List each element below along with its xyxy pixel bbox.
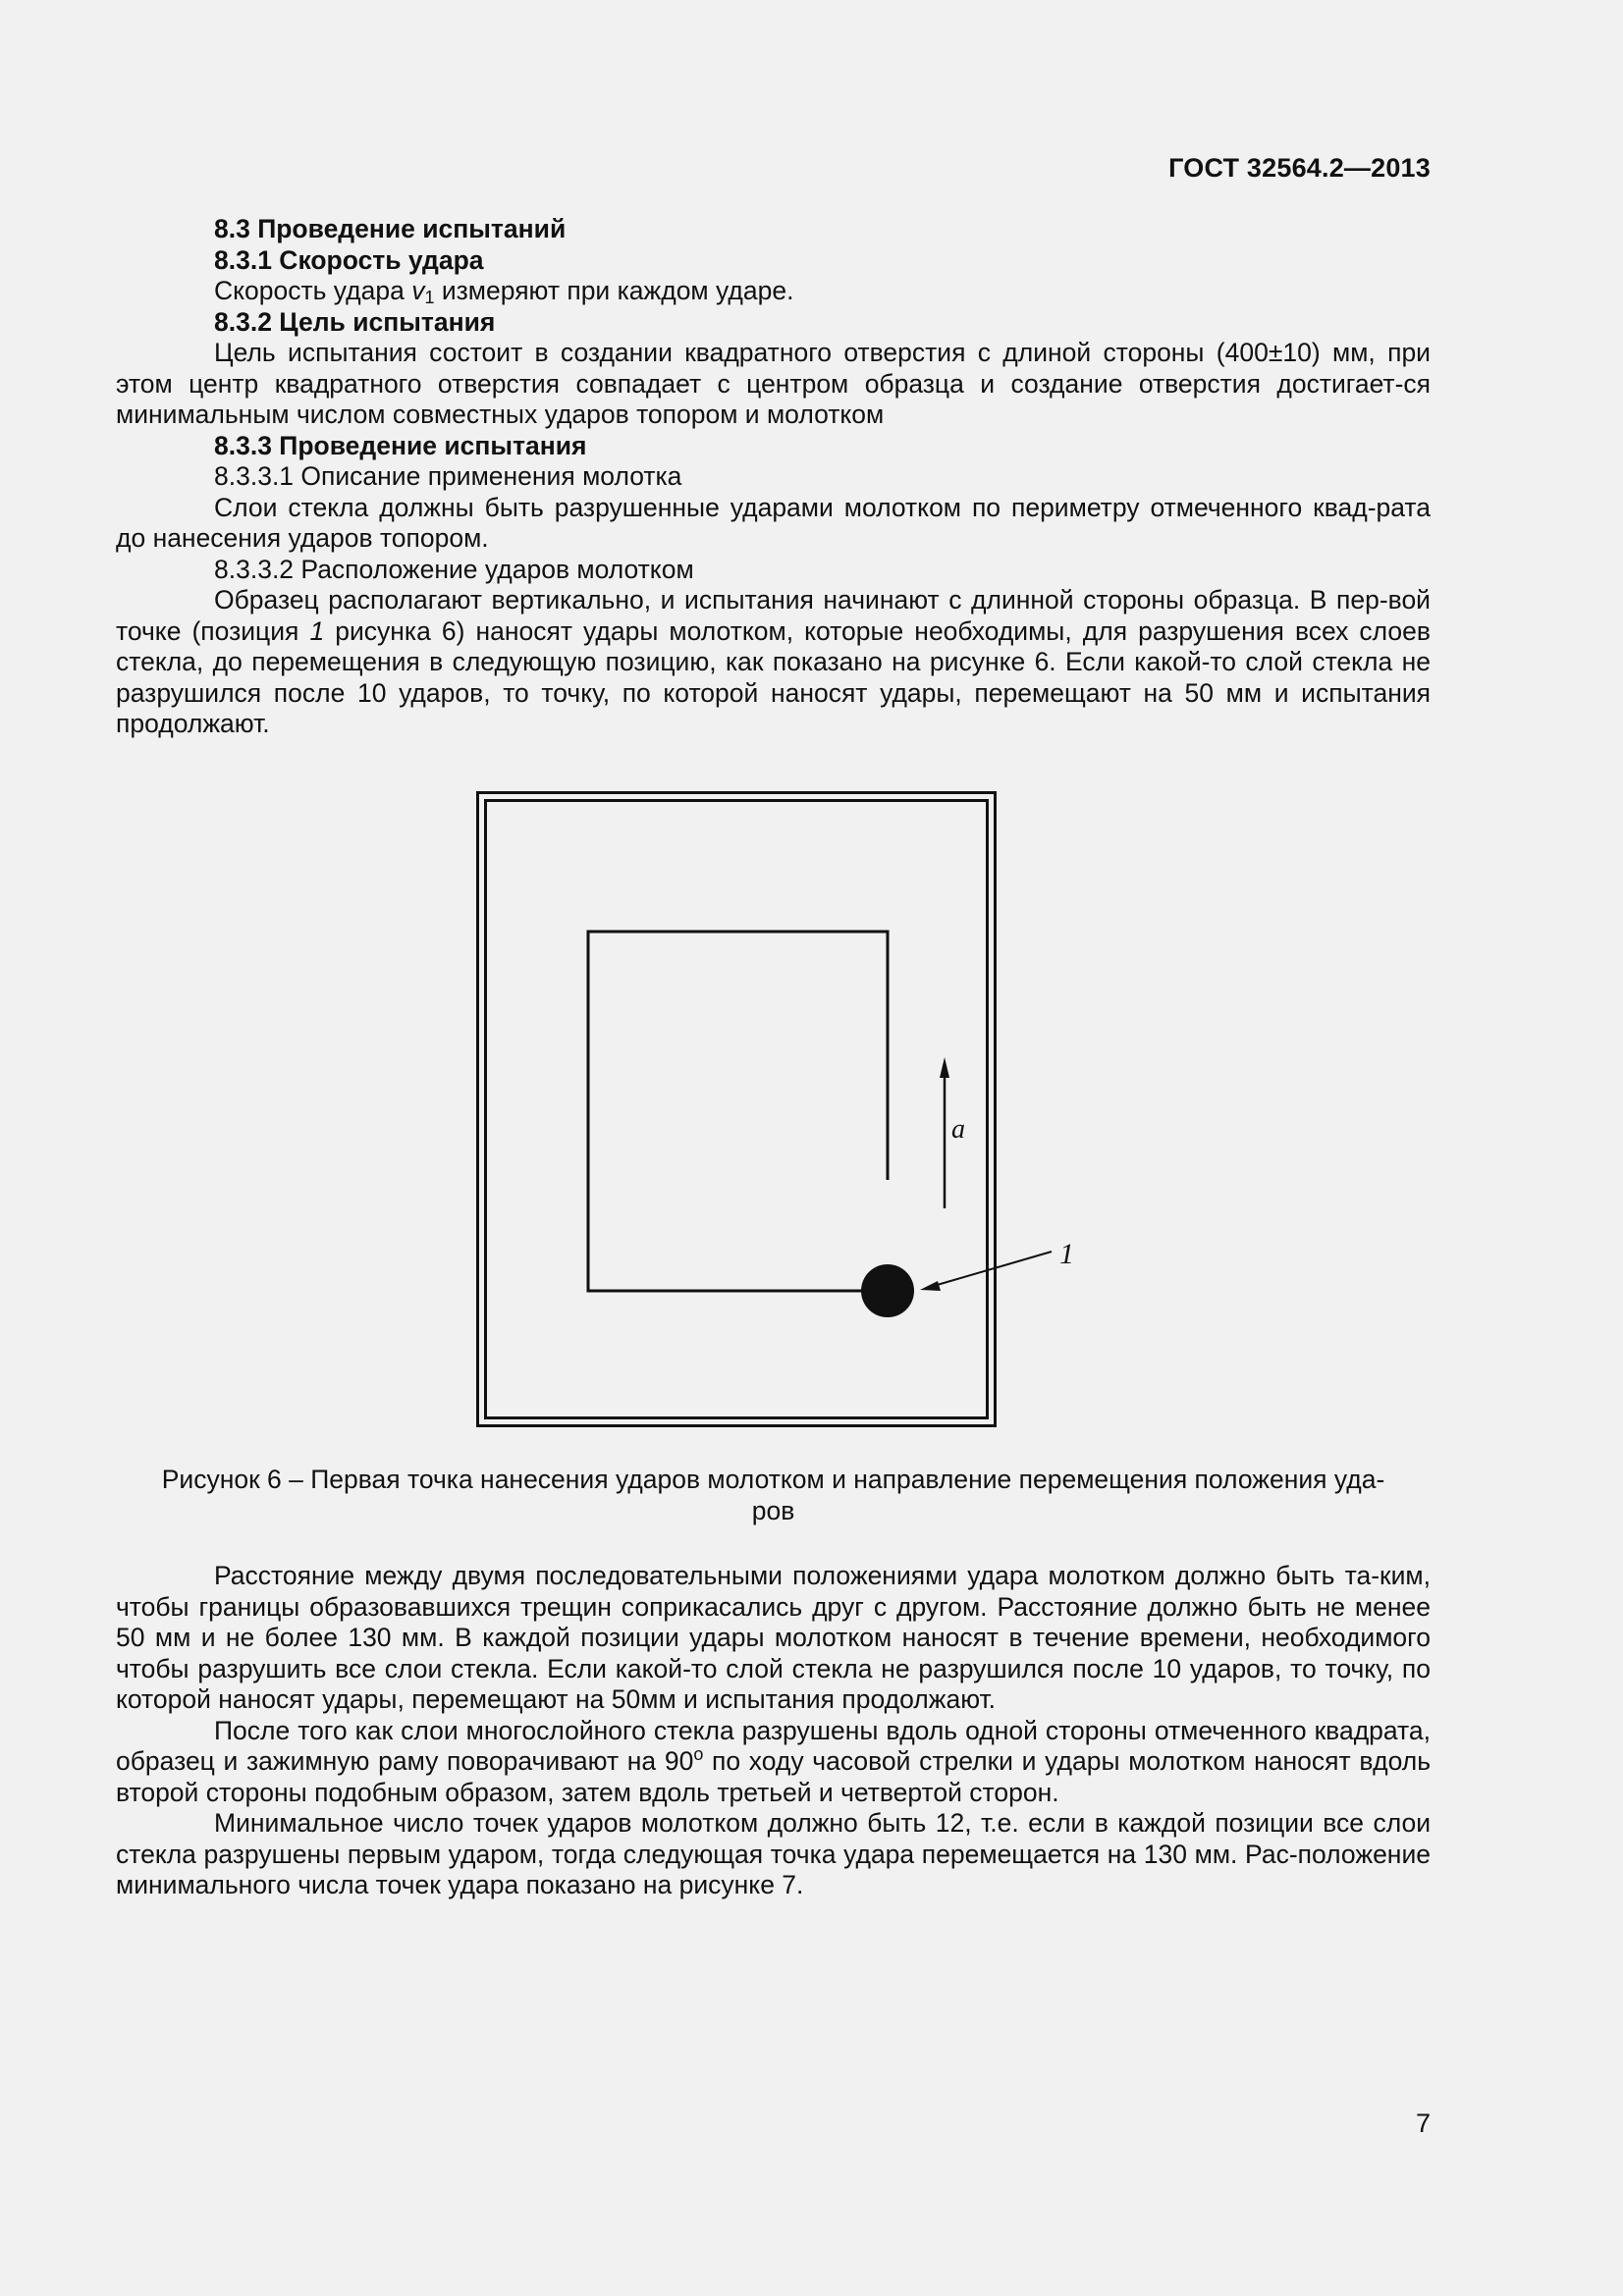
heading-8-3-3-1: 8.3.3.1 Описание применения молотка [214, 461, 682, 491]
label-a: a [951, 1114, 965, 1145]
speed-variable: v [411, 276, 425, 305]
figure-6 [476, 791, 1074, 1429]
marked-square [588, 932, 888, 1291]
rotation-text-post: по ходу часовой стрелки и удары молотком наносят вдоль второй стороны подобным образом, затем вдоль третьей и четвертой сторон. [116, 1746, 1431, 1807]
goal-paragraph: Цель испытания состоит в создании квадратного отверстия с длиной стороны (400±10) мм, при этом центр квадратного отверстия совпадает с центром образца и создание отверстия достигает-ся минимальным числом совместных ударов топором и молотком [116, 338, 1431, 429]
heading-8-3-2: 8.3.2 Цель испытания [214, 306, 496, 337]
heading-8-3: 8.3 Проведение испытаний [214, 214, 567, 243]
inner-frame [486, 801, 988, 1418]
label-1: 1 [1059, 1238, 1074, 1270]
heading-8-3-3-2: 8.3.3.2 Расположение ударов молотком [214, 554, 694, 584]
speed-text-post: измеряют при каждом ударе. [434, 276, 794, 305]
heading-8-3-3: 8.3.3 Проведение испытания [214, 430, 587, 460]
impact-speed-paragraph [116, 276, 1431, 307]
placement-position-ref: 1 [309, 615, 325, 646]
placement-paragraph [116, 585, 1431, 740]
figure-6-drawing [476, 791, 1074, 1429]
direction-arrow-head [940, 1057, 949, 1078]
caption-line-2: ров [751, 1495, 795, 1525]
caption-line-1: Рисунок 6 – Первая точка нанесения ударов молотком и направление перемещения положения уда- [161, 1465, 1385, 1494]
leader-line [927, 1252, 1052, 1288]
figure-6-caption [116, 1465, 1431, 1526]
degree-mark: o [693, 1744, 704, 1764]
speed-subscript: 1 [424, 288, 435, 307]
distance-paragraph: Расстояние между двумя последовательными положениями удара молотком должно быть та-ким, чтобы границы образовавшихся трещин соприкасались друг с другом. Расстояние должно быть не менее 50 мм и не более 130 мм. В каждой позиции удары молотком наносят в течение времени, необходимого чтобы разрушить все слои стекла. Если какой-то слой стекла не разрушился после 10 ударов, то точку, по которой наносят удары, перемещают на 50мм и испытания продолжают. [116, 1561, 1431, 1714]
placement-text-post: рисунка 6) наносят удары молотком, которые необходимы, для разрушения всех слоев стекла, до перемещения в следующую позицию, как показано на рисунке 6. Если какой-то слой стекла не разрушился после 10 ударов, то точку, по которой наносят удары, перемещают на 50 мм и испытания продолжают. [116, 615, 1431, 738]
hammer-paragraph: Слои стекла должны быть разрушенные ударами молотком по периметру отмеченного квад-рата до нанесения ударов топором. [116, 492, 1431, 553]
rotation-paragraph [116, 1716, 1431, 1809]
standard-header: ГОСТ 32564.2—2013 [1168, 153, 1431, 183]
minimum-points-paragraph: Минимальное число точек ударов молотком должно быть 12, т.е. если в каждой позиции все слои стекла разрушены первым ударом, тогда следующая точка удара перемещается на 130 мм. Рас-положение минимального числа точек удара показано на рисунке 7. [116, 1808, 1431, 1899]
page-number: 7 [1415, 2109, 1431, 2138]
section-8-3 [116, 214, 1431, 740]
rotation-text-pre: После того как слои многослойного стекла разрушены вдоль одной стороны отмеченного квадрата, образец и зажимную раму поворачивают на 90 [116, 1715, 1431, 1776]
leader-arrow-head [920, 1281, 941, 1291]
first-impact-point [861, 1264, 914, 1317]
speed-text-pre: Скорость удара [214, 276, 412, 305]
outer-frame [478, 793, 996, 1426]
placement-text-pre: Образец располагают вертикально, и испытания начинают с длинной стороны образца. В пер-вой точке (позиция [116, 585, 1431, 646]
section-continuation [116, 1561, 1431, 1901]
heading-8-3-1: 8.3.1 Скорость удара [214, 244, 484, 275]
